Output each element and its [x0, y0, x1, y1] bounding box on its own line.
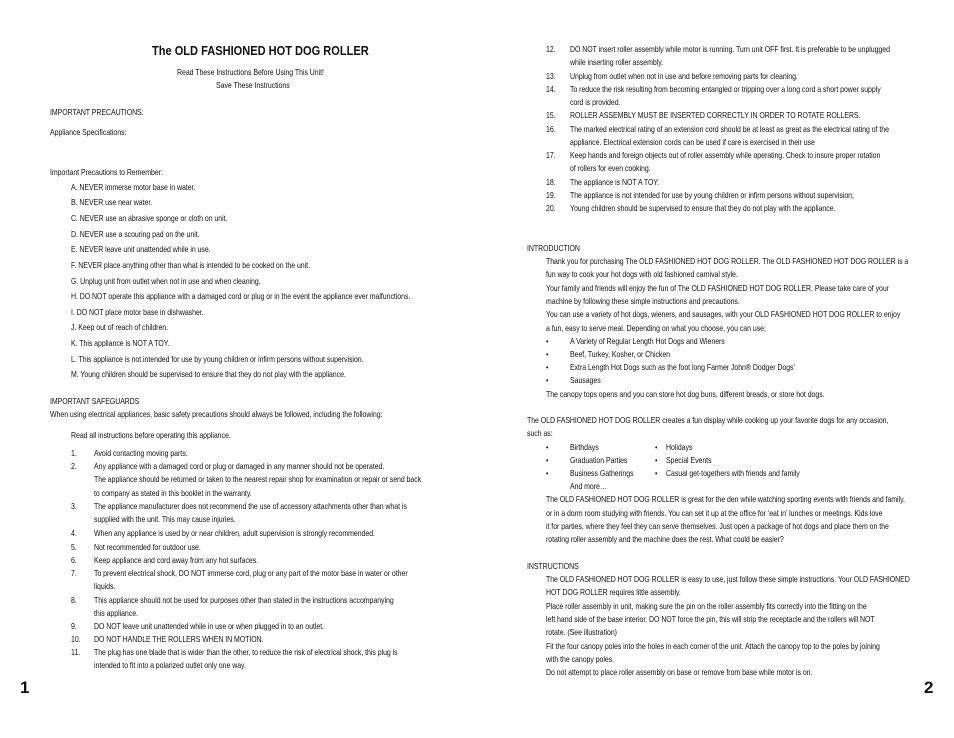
heading-important-safeguards: IMPORTANT SAFEGUARDS: [50, 396, 140, 406]
safeguard-text: The appliance is NOT A TOY.: [570, 177, 660, 187]
subtitle-read-instructions: Read These Instructions Before Using This Unit!: [177, 67, 324, 77]
safeguard-text: while inserting roller assembly.: [570, 57, 664, 68]
safeguard-text: cord is provided.: [570, 97, 621, 108]
safeguard-text: DO NOT HANDLE THE ROLLERS WHEN IN MOTION.: [94, 634, 264, 644]
bullet-icon: •: [546, 362, 549, 372]
hot-dog-option: Beef, Turkey, Kosher, or Chicken: [570, 349, 671, 359]
safeguard-text: to company as stated in this booklet in the warranty.: [94, 487, 252, 498]
bullet-icon: •: [655, 455, 658, 465]
precaution-item: I. DO NOT place motor base in dishwasher.: [71, 307, 204, 317]
safeguard-text: ROLLER ASSEMBLY MUST BE INSERTED CORRECTLY IN ORDER TO ROTATE ROLLERS.: [570, 110, 861, 120]
safeguard-number: 9.: [71, 621, 77, 631]
safeguard-text: When any appliance is used by or near children, adult supervision is strongly recommended.: [94, 528, 375, 538]
precaution-item: H. DO NOT operate this appliance with a damaged cord or plug or in the event the appliance ever malfunctions.: [71, 291, 411, 301]
occasion-item: Holidays: [666, 442, 693, 452]
bullet-icon: •: [546, 349, 549, 359]
safeguard-text: The appliance should be returned or taken to the nearest repair shop for examination or repair or send back: [94, 474, 422, 485]
safeguard-text: intended to fit into a polarized outlet only one way.: [94, 660, 246, 671]
intro-text: a fun, easy to serve meal. Depending on what you choose, you can use;: [546, 323, 766, 333]
safeguard-number: 3.: [71, 501, 77, 511]
canopy-text: The canopy tops opens and you can store hot dog buns, different breads, or store hot dogs.: [546, 389, 825, 399]
bullet-icon: •: [546, 455, 549, 465]
display-text: such as:: [527, 428, 553, 438]
occasion-item: Casual get-togethers with friends and family: [666, 468, 800, 478]
safeguard-number: 10.: [71, 634, 81, 644]
instruction-text: Fit the four canopy poles into the holes in each corner of the unit. Attach the canopy top to the poles by joining: [546, 641, 880, 651]
safeguard-number: 2.: [71, 461, 77, 471]
intro-text: machine by following these simple instructions and precautions.: [546, 296, 740, 306]
precaution-item: D. NEVER use a scouring pad on the unit.: [71, 229, 200, 239]
display-text: The OLD FASHIONED HOT DOG ROLLER creates a fun display while cooking up your favorite dogs for any occasion,: [527, 415, 889, 425]
safeguard-number: 19.: [546, 190, 556, 200]
heading-precautions-to-remember: Important Precautions to Remember:: [50, 167, 163, 177]
safeguard-number: 6.: [71, 555, 77, 565]
instruction-text: Place roller assembly in unit, making sure the pin on the roller assembly fits correctly into the fitting on the: [546, 601, 867, 611]
precaution-item: L. This appliance is not intended for use by young children or infirm persons without supervision.: [71, 354, 364, 364]
safeguard-text: liquids.: [94, 581, 116, 592]
precaution-item: M. Young children should be supervised to ensure that they do not play with the appliance.: [71, 369, 346, 379]
safeguard-text: Avoid contacting moving parts.: [94, 448, 188, 458]
safeguard-number: 7.: [71, 568, 77, 578]
appliance-specifications-label: Appliance Specifications:: [50, 127, 127, 137]
safeguard-text: This appliance should not be used for purposes other than stated in the instructions accompanying: [94, 595, 394, 605]
instruction-text: The OLD FASHIONED HOT DOG ROLLER is easy to use, just follow these simple instructions. Your OLD FASHIONED: [546, 574, 910, 584]
bullet-icon: •: [655, 442, 658, 452]
safeguard-number: 5.: [71, 542, 77, 552]
safeguard-text: this appliance.: [94, 608, 138, 619]
occasion-item: Birthdays: [570, 442, 599, 452]
safeguard-text: Not recommended for outdoor use.: [94, 542, 201, 552]
great-for-text: The OLD FASHIONED HOT DOG ROLLER is great for the den while watching sporting events with friends and family,: [546, 494, 905, 504]
safeguard-text: The appliance is not intended for use by young children or infirm persons without supervision;: [570, 190, 854, 200]
heading-instructions: INSTRUCTIONS: [527, 561, 579, 571]
precaution-item: K. This appliance is NOT A TOY.: [71, 338, 170, 348]
instruction-text: with the canopy poles.: [546, 654, 615, 664]
intro-text: fun way to cook your hot dogs with old fashioned carnival style.: [546, 269, 738, 279]
bullet-icon: •: [546, 468, 549, 478]
safeguard-text: The marked electrical rating of an extension cord should be at least as great as the electrical rating of the: [570, 124, 889, 134]
precaution-item: A. NEVER immerse motor base in water.: [71, 182, 196, 192]
page-number: 1: [20, 678, 30, 697]
heading-introduction: INTRODUCTION: [527, 243, 580, 253]
safeguard-text: supplied with the unit. This may cause injuries.: [94, 514, 236, 525]
safeguard-text: Keep hands and foreign objects out of roller assembly while operating. Check to insure proper rotation: [570, 150, 881, 160]
bullet-icon: •: [546, 442, 549, 452]
safeguard-number: 15.: [546, 110, 556, 120]
heading-important-precautions: IMPORTANT PRECAUTIONS:: [50, 107, 144, 117]
great-for-text: rotating roller assembly and the machine does the rest. What could be easier?: [546, 534, 784, 544]
safeguard-text: Unplug from outlet when not in use and before removing parts for cleaning.: [570, 71, 798, 81]
safeguards-intro: When using electrical appliances, basic safety precautions should always be followed, including the following:: [50, 409, 383, 419]
safeguard-text: appliance. Electrical extension cords can be used if care is exercised in their use: [570, 137, 815, 148]
safeguard-number: 4.: [71, 528, 77, 538]
and-more-text: And more…: [570, 481, 607, 491]
occasion-item: Graduation Parties: [570, 455, 628, 465]
safeguard-number: 12.: [546, 44, 556, 54]
safeguard-number: 1.: [71, 448, 77, 458]
instruction-text: rotate. (See illustration): [546, 627, 617, 637]
instruction-text: Do not attempt to place roller assembly on base or remove from base while motor is on.: [546, 667, 813, 677]
safeguard-text: To prevent electrical shock, DO NOT immerse cord, plug or any part of the motor base in water or other: [94, 568, 408, 578]
safeguard-number: 20.: [546, 203, 556, 213]
safeguard-number: 16.: [546, 124, 556, 134]
intro-text: You can use a variety of hot dogs, wieners, and sausages, with your OLD FASHIONED HOT DOG ROLLER to enjoy: [546, 309, 901, 319]
safeguard-text: The plug has one blade that is wider than the other, to reduce the risk of electrical shock, this plug is: [94, 647, 398, 657]
precaution-item: E. NEVER leave unit unattended while in use.: [71, 244, 211, 254]
safeguard-text: DO NOT leave unit unattended while in use or when plugged in to an outlet.: [94, 621, 325, 631]
safeguard-number: 8.: [71, 595, 77, 605]
intro-text: Thank you for purchasing The OLD FASHIONED HOT DOG ROLLER. The OLD FASHIONED HOT DOG ROLLER is a: [546, 256, 909, 266]
safeguard-text: Keep appliance and cord away from any hot surfaces.: [94, 555, 259, 565]
safeguard-number: 14.: [546, 84, 556, 94]
precaution-item: B. NEVER use near water.: [71, 197, 153, 207]
safeguard-text: Any appliance with a damaged cord or plug or damaged in any manner should not be operated.: [94, 461, 385, 471]
precaution-item: F. NEVER place anything other than what is intended to be cooked on the unit.: [71, 260, 310, 270]
bullet-icon: •: [546, 336, 549, 346]
safeguard-number: 18.: [546, 177, 556, 187]
bullet-icon: •: [655, 468, 658, 478]
page-number: 2: [924, 678, 934, 697]
instruction-text: HOT DOG ROLLER requires little assembly.: [546, 587, 681, 597]
hot-dog-option: A Variety of Regular Length Hot Dogs and Wieners: [570, 336, 725, 346]
page-title: The OLD FASHIONED HOT DOG ROLLER: [152, 43, 369, 58]
bullet-icon: •: [546, 375, 549, 385]
precaution-item: C. NEVER use an abrasive sponge or cloth on unit.: [71, 213, 228, 223]
safeguard-text: DO NOT insert roller assembly while motor is running. Turn unit OFF first. It is preferable to be unplugged: [570, 44, 890, 54]
safeguard-text: Young children should be supervised to ensure that they do not play with the appliance.: [570, 203, 836, 213]
great-for-text: or in a dorm room studying with friends. You can set it up at the office for ‘eat in’ lunches or meetings. Kids love: [546, 508, 883, 518]
great-for-text: it for parties, where they feel they can serve themselves. Just open a package of hot dogs and place them on the: [546, 521, 889, 531]
safeguard-number: 13.: [546, 71, 556, 81]
occasion-item: Business Gatherings: [570, 468, 634, 478]
intro-text: Your family and friends will enjoy the fun of The OLD FASHIONED HOT DOG ROLLER. Please take care of your: [546, 283, 889, 293]
instruction-text: left hand side of the base interior. DO NOT force the pin, this will strip the receptacle and the rollers will NOT: [546, 614, 875, 624]
safeguard-text: The appliance manufacturer does not recommend the use of accessory attachments other than what is: [94, 501, 407, 511]
occasion-item: Special Events: [666, 455, 712, 465]
safeguard-text: To reduce the risk resulting from becoming entangled or tripping over a long cord a short power supply: [570, 84, 881, 94]
hot-dog-option: Sausages: [570, 375, 601, 385]
safeguard-text: of rollers for even cooking.: [570, 163, 651, 174]
read-all-instructions: Read all instructions before operating this appliance.: [71, 430, 231, 440]
safeguard-number: 17.: [546, 150, 556, 160]
hot-dog-option: Extra Length Hot Dogs such as the foot long Farmer John® Dodger Dogs': [570, 362, 795, 372]
precaution-item: G. Unplug unit from outlet when not in use and when cleaning.: [71, 276, 261, 286]
safeguard-number: 11.: [71, 647, 81, 657]
subtitle-save-instructions: Save These Instructions: [216, 80, 290, 90]
precaution-item: J. Keep out of reach of children.: [71, 322, 169, 332]
